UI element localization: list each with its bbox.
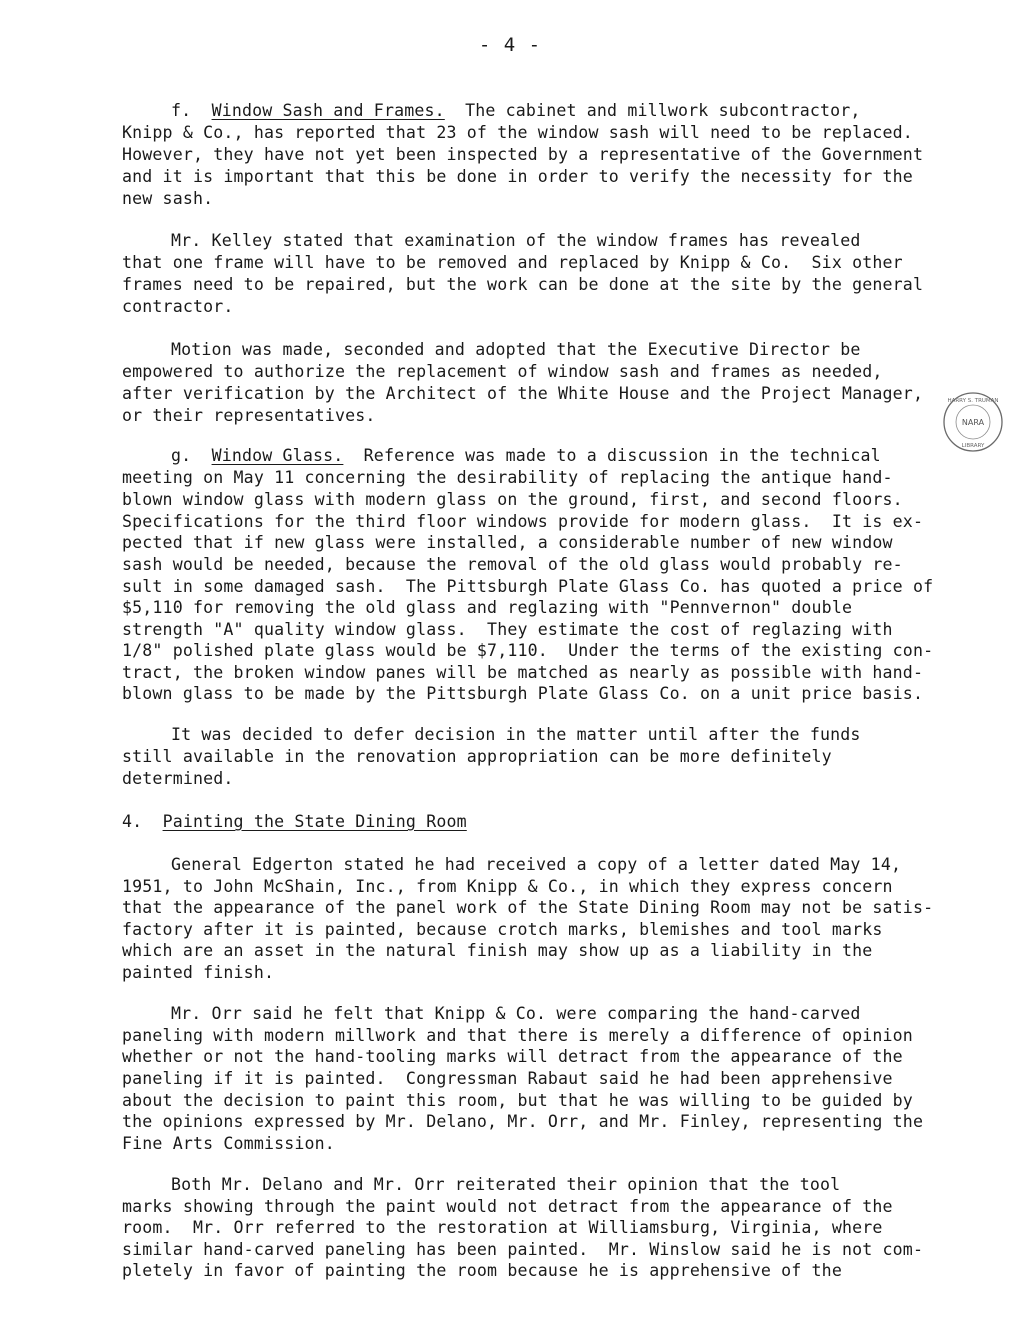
- item-label: g.: [171, 446, 212, 465]
- para-orr-line-1: Mr. Orr said he felt that Knipp & Co. were comparing the hand-carved: [171, 1004, 861, 1023]
- para-kelley-line-1: Mr. Kelley stated that examination of the window frames has revealed: [171, 231, 861, 250]
- para-defer-line-2: still available in the renovation appropriation can be more definitely: [122, 747, 832, 766]
- para-g-line-12: blown glass to be made by the Pittsburgh Plate Glass Co. on a unit price basis.: [122, 684, 924, 703]
- para-orr-line-6: the opinions expressed by Mr. Delano, Mr. Orr, and Mr. Finley, representing the: [122, 1112, 924, 1131]
- para-g-line-1: [171, 445, 881, 467]
- para-g-line-10: 1/8" polished plate glass would be $7,110. Under the terms of the existing con-: [122, 641, 934, 660]
- section-title: Painting the State Dining Room: [162, 812, 467, 831]
- para-orr-line-5: about the decision to paint this room, but that he was willing to be guided by: [122, 1091, 913, 1110]
- para-f-line-1: [171, 100, 861, 122]
- section-number: 4.: [122, 812, 163, 831]
- para-delano-line-1: Both Mr. Delano and Mr. Orr reiterated their opinion that the tool: [171, 1175, 841, 1194]
- para-f-line-4: and it is important that this be done in order to verify the necessity for the: [122, 167, 913, 186]
- para-f-line-5: new sash.: [122, 189, 214, 208]
- para-motion-line-4: or their representatives.: [122, 406, 376, 425]
- para-orr-line-7: Fine Arts Commission.: [122, 1134, 335, 1153]
- para-g-line-6: sash would be needed, because the removal of the old glass would probably re-: [122, 555, 903, 574]
- para-g-line-7: sult in some damaged sash. The Pittsburgh Plate Glass Co. has quoted a price of: [122, 577, 934, 596]
- para-g-line-3: blown window glass with modern glass on the ground, first, and second floors.: [122, 490, 903, 509]
- para-defer-line-1: It was decided to defer decision in the matter until after the funds: [171, 725, 861, 744]
- para-delano-line-5: pletely in favor of painting the room because he is apprehensive of the: [122, 1261, 842, 1280]
- para-motion-line-2: empowered to authorize the replacement of window sash and frames as needed,: [122, 362, 883, 381]
- para-edgerton-line-4: factory after it is painted, because crotch marks, blemishes and tool marks: [122, 920, 883, 939]
- para-g-line-11: tract, the broken window panes will be matched as nearly as possible with hand-: [122, 663, 924, 682]
- para-kelley-line-4: contractor.: [122, 297, 234, 316]
- section-4-heading: [122, 811, 467, 833]
- para-g-line-9: strength "A" quality window glass. They estimate the cost of reglazing with: [122, 620, 893, 639]
- line-text: The cabinet and millwork subcontractor,: [444, 101, 861, 120]
- para-motion-line-3: after verification by the Architect of the White House and the Project Manager,: [122, 384, 924, 403]
- para-orr-line-2: paneling with modern millwork and that there is merely a difference of opinion: [122, 1026, 913, 1045]
- item-heading: Window Glass.: [211, 446, 344, 465]
- para-g-line-2: meeting on May 11 concerning the desirability of replacing the antique hand-: [122, 468, 893, 487]
- para-orr-line-4: paneling if it is painted. Congressman Rabaut said he had been apprehensive: [122, 1069, 893, 1088]
- svg-text:HARRY S. TRUMAN: HARRY S. TRUMAN: [947, 398, 999, 404]
- para-delano-line-3: room. Mr. Orr referred to the restoration at Williamsburg, Virginia, where: [122, 1218, 883, 1237]
- item-heading: Window Sash and Frames.: [211, 101, 445, 120]
- library-stamp-icon: [942, 391, 1004, 453]
- page-number: - 4 -: [478, 34, 542, 56]
- para-motion-line-1: Motion was made, seconded and adopted that the Executive Director be: [171, 340, 861, 359]
- para-delano-line-2: marks showing through the paint would not detract from the appearance of the: [122, 1197, 893, 1216]
- para-kelley-line-3: frames need to be repaired, but the work can be done at the site by the general: [122, 275, 924, 294]
- svg-text:LIBRARY: LIBRARY: [961, 443, 985, 449]
- para-edgerton-line-2: 1951, to John McShain, Inc., from Knipp & Co., in which they express concern: [122, 877, 893, 896]
- para-edgerton-line-6: painted finish.: [122, 963, 275, 982]
- item-label: f.: [171, 101, 212, 120]
- para-g-line-5: pected that if new glass were installed, a considerable number of new window: [122, 533, 893, 552]
- para-delano-line-4: similar hand-carved paneling has been painted. Mr. Winslow said he is not com-: [122, 1240, 924, 1259]
- line-text: Reference was made to a discussion in the technical: [343, 446, 881, 465]
- svg-text:NARA: NARA: [961, 418, 985, 427]
- para-kelley-line-2: that one frame will have to be removed and replaced by Knipp & Co. Six other: [122, 253, 903, 272]
- para-defer-line-3: determined.: [122, 769, 234, 788]
- para-g-line-4: Specifications for the third floor windows provide for modern glass. It is ex-: [122, 512, 924, 531]
- para-g-line-8: $5,110 for removing the old glass and reglazing with "Pennvernon" double: [122, 598, 853, 617]
- para-orr-line-3: whether or not the hand-tooling marks will detract from the appearance of the: [122, 1047, 903, 1066]
- para-edgerton-line-5: which are an asset in the natural finish may show up as a liability in the: [122, 941, 873, 960]
- para-edgerton-line-3: that the appearance of the panel work of the State Dining Room may not be satis-: [122, 898, 934, 917]
- para-f-line-2: Knipp & Co., has reported that 23 of the window sash will need to be replaced.: [122, 123, 913, 142]
- para-edgerton-line-1: General Edgerton stated he had received a copy of a letter dated May 14,: [171, 855, 902, 874]
- para-f-line-3: However, they have not yet been inspected by a representative of the Government: [122, 145, 924, 164]
